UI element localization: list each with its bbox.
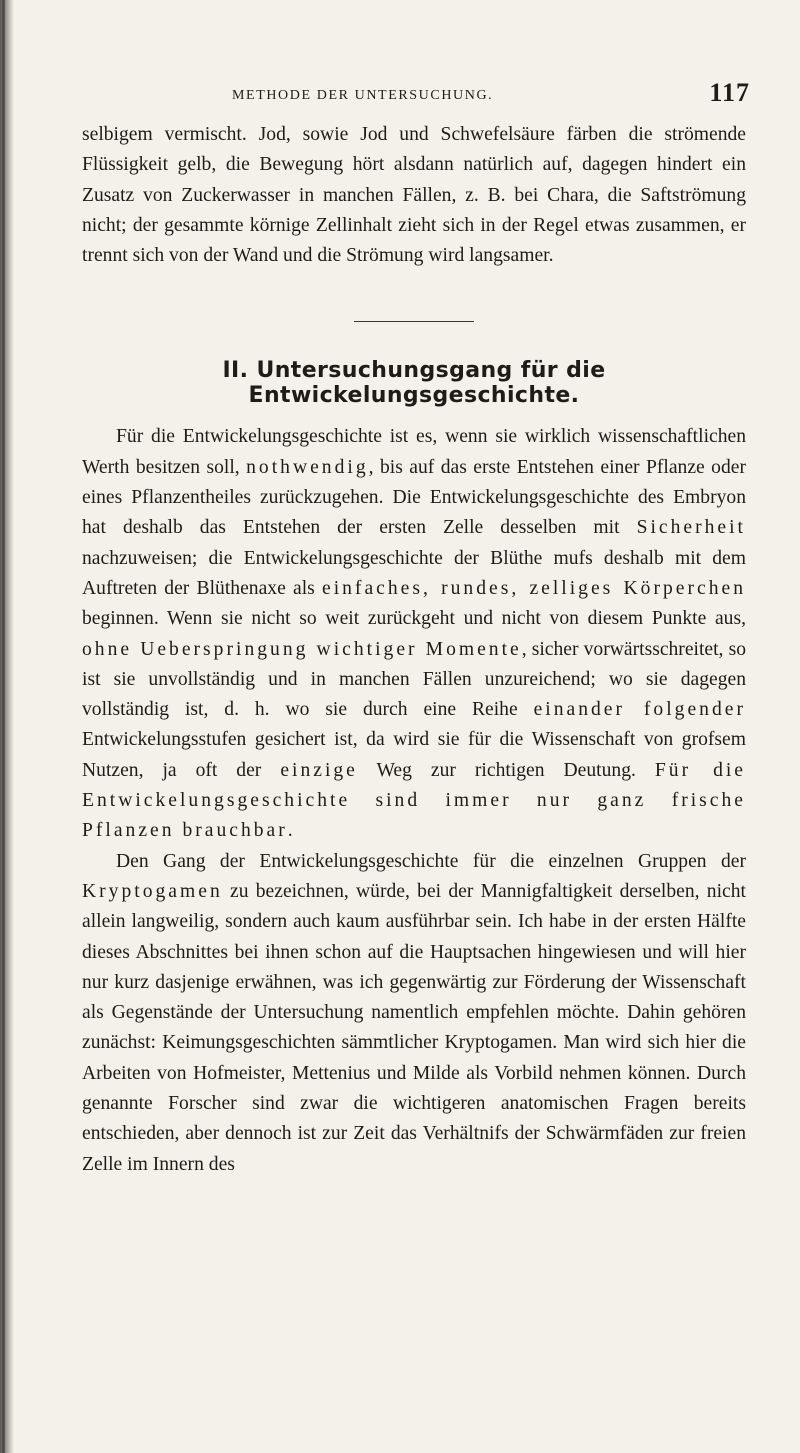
- paragraph-text: , bis auf das erste Entstehen einer Pflanze oder eines Pflanzentheiles zurückzugehen. Die Entwickelungsgeschichte des Embryon hat deshalb das Entstehen der ersten Zelle desselben mit: [82, 456, 746, 539]
- paragraph-cryptogams: [82, 847, 746, 1180]
- paragraph-text: Entwickelungsstufen gesichert ist, da wird sie für die Wissenschaft von grofsem Nutzen, ja oft der: [82, 729, 746, 781]
- paragraph-text: .: [287, 820, 293, 842]
- running-head: [82, 72, 750, 112]
- paragraph-text: beginnen. Wenn sie nicht so weit zurückgeht und nicht von diesem Punkte aus,: [82, 608, 746, 630]
- emphasis-spaced: Für die Entwickelungsgeschichte sind immer nur ganz frische Pflanzen brauchbar: [82, 759, 747, 842]
- emphasis-spaced: einander folgender: [533, 699, 746, 721]
- emphasis-spaced: Kryptogamen: [82, 880, 223, 902]
- emphasis-spaced: Sicherheit: [636, 517, 746, 539]
- emphasis-spaced: nothwendig: [246, 456, 369, 478]
- paragraph-text: zu bezeichnen, würde, bei der Mannigfaltigkeit derselben, nicht allein langweilig, sondern auch kaum ausführbar sein. Ich habe in der ersten Hälfte dieses Abschnittes bei ihnen schon auf die Hauptsachen hingewiesen und will hier nur kurz dasjenige erwähnen, was ich gegenwärtig zur Förderung der Wissenschaft als Gegenstände der Untersuchung namentlich empfehlen möchte. Dahin gehören zunächst: Keimungsgeschichten sämmtlicher Kryptogamen. Man wird sich hier die Arbeiten von Hofmeister, Mettenius und Milde als Vorbild nehmen können. Durch genannte Forscher sind zwar die wichtigeren anatomischen Fragen bereits entschieden, aber dennoch ist zur Zeit das Verhältnifs der Schwärmfäden zur freien Zelle im Innern des: [82, 880, 746, 1175]
- paragraph-development-history: [82, 422, 746, 846]
- emphasis-spaced: einfaches, rundes, zelliges Körperchen: [322, 577, 747, 599]
- section-divider: [354, 321, 474, 322]
- paragraph-text: Für die Entwickelungsgeschichte ist es, wenn sie wirklich wissenschaftlichen Werth besitzen soll,: [82, 426, 746, 478]
- book-page: [82, 72, 750, 1180]
- paragraph-text: selbigem vermischt. Jod, sowie Jod und Schwefelsäure färben die strömende Flüssigkeit gelb, die Bewegung hört alsdann natürlich auf, dagegen hindert ein Zusatz von Zuckerwasser in manchen Fällen, z. B. bei Chara, die Saftströmung nicht; der gesammte körnige Zellinhalt zieht sich in der Regel etwas zusammen, er trennt sich von der Wand und die Strömung wird langsamer.: [82, 124, 746, 267]
- emphasis-spaced: ohne Ueberspringung wichtiger Momente: [82, 638, 522, 660]
- paragraph-text: Weg zur richtigen Deutung.: [357, 759, 655, 781]
- paragraph-text: Den Gang der Entwickelungsgeschichte für die einzelnen Gruppen der: [116, 850, 746, 872]
- emphasis-spaced: einzige: [280, 759, 358, 781]
- paragraph-text: nachzuweisen; die Entwickelungsgeschichte der Blüthe mufs deshalb mit dem Auftreten der Blüthenaxe als: [82, 547, 746, 599]
- binding-gutter-line: [2, 0, 5, 1453]
- paragraph-text: , sicher vorwärtsschreitet, so ist sie unvollständig und in manchen Fällen unzureichend; wo sie dagegen vollständig ist, d. h. wo sie durch eine Reihe: [82, 638, 746, 721]
- page-number: 117: [709, 78, 750, 107]
- section-heading: II. Untersuchungsgang für die Entwickelungsgeschichte.: [222, 358, 606, 409]
- running-title: METHODE DER UNTERSUCHUNG.: [232, 88, 494, 103]
- paragraph-continuation: [82, 120, 746, 271]
